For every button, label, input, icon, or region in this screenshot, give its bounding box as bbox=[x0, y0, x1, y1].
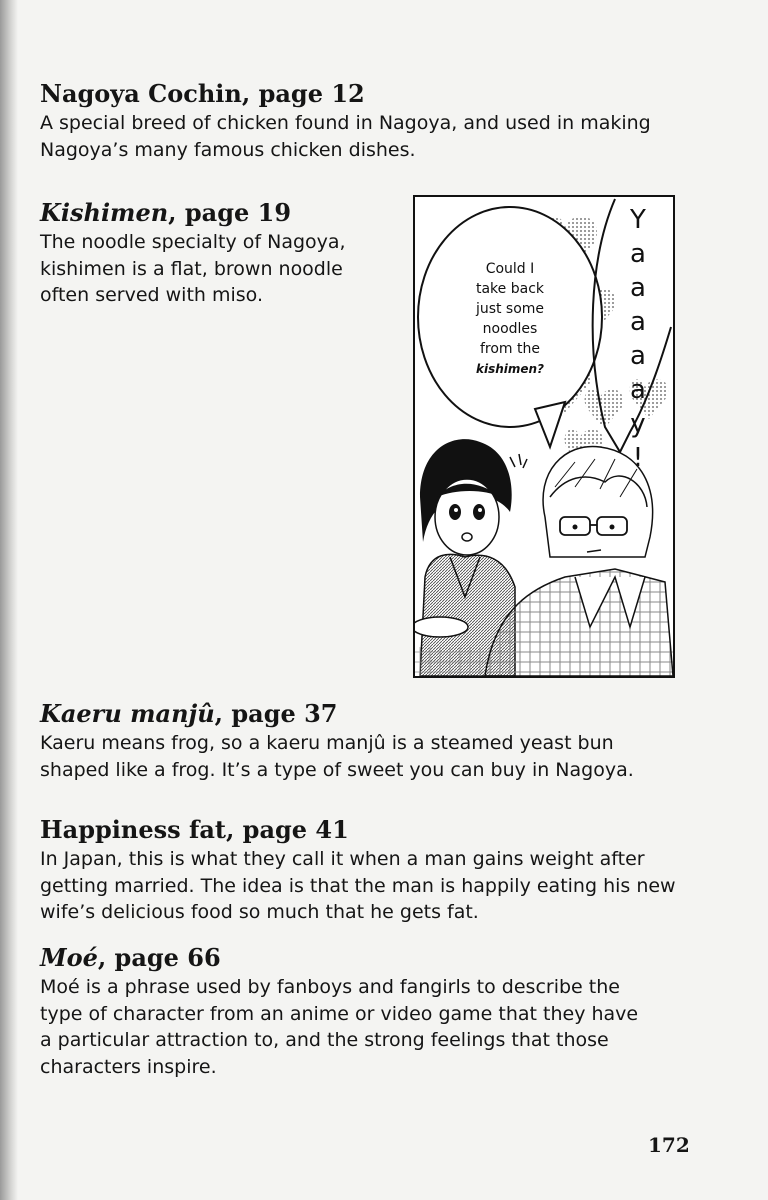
definition-line: Nagoya’s many famous chicken dishes. bbox=[40, 138, 416, 161]
definition-line: getting married. The idea is that the man is happily eating his new bbox=[40, 874, 676, 897]
entry-definition bbox=[40, 730, 634, 783]
bubble-line: take back bbox=[475, 281, 544, 297]
glossary-entry-kishimen bbox=[40, 199, 346, 309]
entry-heading bbox=[40, 700, 634, 728]
glossary-entry-nagoya-cochin bbox=[40, 80, 651, 163]
entry-definition bbox=[40, 974, 638, 1080]
entry-term: Nagoya Cochin bbox=[40, 79, 242, 108]
shout-letter: a bbox=[630, 239, 646, 269]
entry-term: Happiness fat bbox=[40, 815, 226, 844]
shout-letter: ! bbox=[632, 443, 644, 473]
shout-letter: a bbox=[630, 307, 646, 337]
surprise-marks bbox=[510, 454, 527, 468]
entry-heading bbox=[40, 80, 651, 108]
bowl bbox=[415, 617, 468, 637]
definition-line: In Japan, this is what they call it when a man gains weight after bbox=[40, 848, 645, 870]
shout-letter: y bbox=[630, 409, 646, 439]
definition-line: type of character from an anime or video game that they have bbox=[40, 1002, 639, 1025]
entry-term: Kaeru manjû bbox=[40, 699, 215, 728]
entry-page-ref: , page 37 bbox=[214, 699, 338, 728]
page-number: 172 bbox=[648, 1133, 690, 1157]
definition-line: A special breed of chicken found in Nagoya, and used in making bbox=[40, 112, 651, 134]
entry-heading bbox=[40, 944, 638, 972]
entry-term: Kishimen bbox=[40, 198, 169, 227]
entry-definition bbox=[40, 229, 346, 309]
entry-term: Moé bbox=[40, 943, 98, 972]
bubble-line: from the bbox=[479, 341, 540, 357]
binding-gutter bbox=[0, 0, 18, 1200]
glossary-entry-moe bbox=[40, 944, 638, 1080]
definition-line: often served with miso. bbox=[40, 284, 263, 306]
bubble-line: kishimen? bbox=[475, 362, 545, 376]
glossary-entry-kaeru-manju bbox=[40, 700, 634, 783]
speech-bubble-text bbox=[455, 259, 565, 379]
definition-line: Moé is a phrase used by fanboys and fangirls to describe the bbox=[40, 976, 620, 998]
entry-heading bbox=[40, 199, 346, 227]
bubble-line: Could I bbox=[485, 261, 535, 277]
entry-definition bbox=[40, 846, 676, 926]
entry-page-ref: , page 19 bbox=[168, 198, 292, 227]
definition-line: characters inspire. bbox=[40, 1055, 217, 1078]
glossary-entry-happiness-fat bbox=[40, 816, 676, 926]
entry-heading bbox=[40, 816, 676, 844]
bubble-line: noodles bbox=[482, 321, 538, 337]
shout-letter: a bbox=[630, 273, 646, 303]
entry-page-ref: , page 66 bbox=[97, 943, 221, 972]
definition-line: shaped like a frog. It’s a type of sweet you can buy in Nagoya. bbox=[40, 758, 634, 781]
entry-definition bbox=[40, 110, 651, 163]
bubble-line: just some bbox=[475, 301, 545, 317]
definition-line: kishimen is a flat, brown noodle bbox=[40, 257, 343, 280]
definition-line: Kaeru means frog, so a kaeru manjû is a steamed yeast bun bbox=[40, 732, 614, 754]
shout-letter: a bbox=[630, 341, 646, 371]
definition-line: a particular attraction to, and the strong feelings that those bbox=[40, 1029, 609, 1051]
shout-letter: a bbox=[630, 375, 646, 405]
entry-page-ref: , page 12 bbox=[241, 79, 365, 108]
manga-panel bbox=[413, 195, 675, 678]
man-character bbox=[485, 446, 673, 676]
definition-line: The noodle specialty of Nagoya, bbox=[40, 231, 346, 253]
shout-text bbox=[623, 203, 653, 475]
entry-page-ref: , page 41 bbox=[225, 815, 349, 844]
shout-letter: Y bbox=[630, 205, 646, 235]
definition-line: wife’s delicious food so much that he gets fat. bbox=[40, 901, 479, 923]
